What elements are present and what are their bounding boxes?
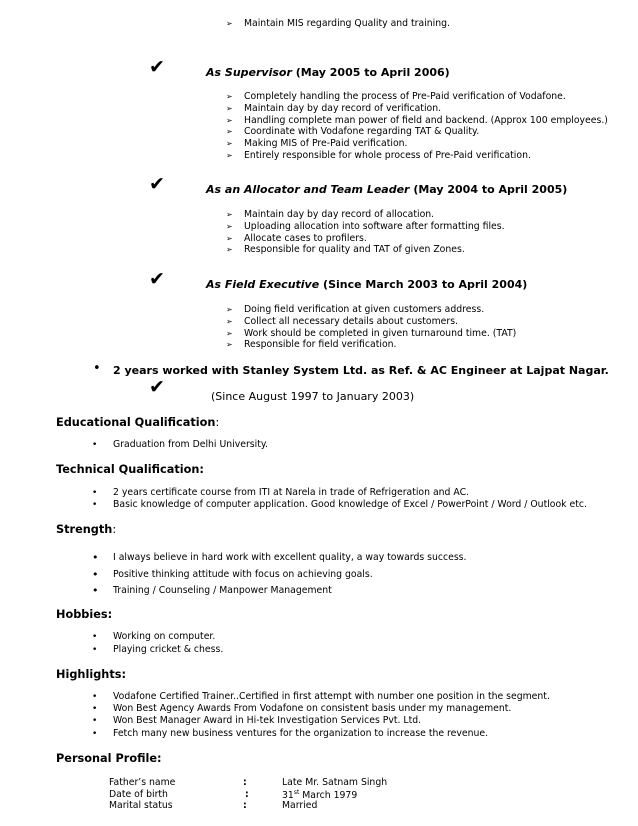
education-list [91,439,268,451]
list-item: ➢ Completely handling the process of Pre-Paid verification of Vodafone. [226,91,566,102]
list-item: ➢ Work should be completed in given turnaround time. (TAT) [226,327,517,339]
profile-value-father: Late Mr. Satnam Singh [282,777,388,788]
list-item: • Fetch many new business ventures for the organization to increase the revenue. [92,727,489,739]
list-item: ➢ Coordinate with Vodafone regarding TAT & Quality. [226,126,480,138]
profile-label-father: Father’s name [109,777,176,788]
role-supervisor-list [226,91,608,162]
role-heading-supervisor: As Supervisor (May 2005 to April 2006) [206,66,450,79]
bullet-icon: • [92,632,98,642]
list-item: ➢ Maintain day by day record of verification. [226,102,442,114]
technical-list [91,487,587,511]
bullet-icon: • [92,728,98,739]
highlights-list [91,691,550,740]
role-heading-field-executive: As Field Executive (Since March 2003 to April 2004) [206,278,528,291]
profile-label-dob: Date of birth [109,789,168,800]
profile-separator: : [245,789,249,800]
arrow-bullet-icon: ➢ [226,210,233,219]
list-item: ➢ Doing field verification at given customers address. [226,304,485,315]
top-list [226,18,450,30]
arrow-bullet-icon: ➢ [226,150,233,160]
list-item: • Playing cricket & chess. [92,643,224,655]
checkmark-icon: ✔ [149,376,165,398]
bullet-icon: • [92,644,98,655]
profile-separator: : [243,777,247,788]
profile-separator: : [243,800,247,811]
arrow-bullet-icon: ➢ [226,92,233,101]
arrow-bullet-icon: ➢ [226,103,233,113]
list-item: • Graduation from Delhi University. [92,439,268,450]
arrow-bullet-icon: ➢ [226,328,233,338]
section-heading-highlights: Highlights: [56,668,126,681]
list-item: ➢ Collect all necessary details about customers. [226,315,458,327]
bullet-icon: • [92,551,99,564]
arrow-bullet-icon: ➢ [226,233,233,243]
stanley-period: (Since August 1997 to January 2003) [211,390,415,403]
role-allocator-list [226,209,505,256]
profile-value-marital: Married [282,800,318,811]
hobbies-list [91,631,223,656]
arrow-bullet-icon: ➢ [226,139,233,149]
list-item: ➢ Making MIS of Pre-Paid verification. [226,138,408,150]
list-item: • Working on computer. [92,631,216,642]
list-item: ➢ Allocate cases to profilers. [226,232,367,244]
bullet-icon: • [92,692,98,702]
strength-list [91,550,466,600]
list-item: ➢ Maintain day by day record of allocation. [226,209,435,220]
section-heading-personal-profile: Personal Profile: [56,752,162,765]
list-item: ➢ Entirely responsible for whole process of Pre-Paid verification. [226,149,531,161]
arrow-bullet-icon: ➢ [226,316,233,326]
profile-label-marital: Marital status [109,800,173,811]
checkmark-icon: ✔ [149,56,165,78]
list-item: ➢ Uploading allocation into software after formatting files. [226,220,505,232]
list-item: • Vodafone Certified Trainer..Certified in first attempt with number one position in the segment. [92,691,550,702]
list-item: • Training / Counseling / Manpower Management [91,583,466,600]
arrow-bullet-icon: ➢ [226,19,233,28]
section-heading-education: Educational Qualification: [56,416,220,429]
list-item: • Positive thinking attitude with focus on achieving goals. [91,567,466,584]
list-item: • Basic knowledge of computer application. Good knowledge of Excel / PowerPoint / Word / Outlook etc. [92,499,587,510]
bullet-icon: • [92,440,98,450]
arrow-bullet-icon: ➢ [226,221,233,231]
section-heading-hobbies: Hobbies: [56,608,113,621]
checkmark-icon: ✔ [149,268,165,290]
list-item: • I always believe in hard work with excellent quality, a way towards success. [91,550,466,567]
list-item: • Won Best Agency Awards From Vodafone on consistent basis under my management. [92,703,512,715]
list-item: ➢ Handling complete man power of field and backend. (Approx 100 employees.) [226,114,608,126]
role-heading-allocator: As an Allocator and Team Leader (May 2004 to April 2005) [206,183,568,196]
section-heading-technical: Technical Qualification: [56,463,204,476]
list-item: • Won Best Manager Award in Hi-tek Investigation Services Pvt. Ltd. [92,715,422,727]
list-item: ➢ Responsible for field verification. [226,339,397,351]
arrow-bullet-icon: ➢ [226,340,233,350]
list-item: ➢ Responsible for quality and TAT of given Zones. [226,244,465,256]
bullet-icon: • [92,584,99,597]
bullet-icon: • [92,704,98,715]
bullet-icon: • [92,500,98,510]
arrow-bullet-icon: ➢ [226,127,233,137]
arrow-bullet-icon: ➢ [226,115,233,125]
checkmark-icon: ✔ [149,173,165,195]
arrow-bullet-icon: ➢ [226,305,233,314]
arrow-bullet-icon: ➢ [226,245,233,255]
bullet-icon: • [92,488,98,498]
role-field-executive-list [226,304,516,351]
bullet-icon: • [92,716,98,727]
list-item: • 2 years certificate course from ITI at Narela in trade of Refrigeration and AC. [92,487,470,498]
bullet-icon: • [92,567,99,581]
section-heading-strength: Strength: [56,523,117,536]
list-item: ➢ Maintain MIS regarding Quality and training. [226,18,451,29]
bullet-icon: • [93,361,101,376]
profile-value-dob: 31st March 1979 [282,789,358,802]
stanley-experience: 2 years worked with Stanley System Ltd. as Ref. & AC Engineer at Lajpat Nagar. [113,364,609,377]
